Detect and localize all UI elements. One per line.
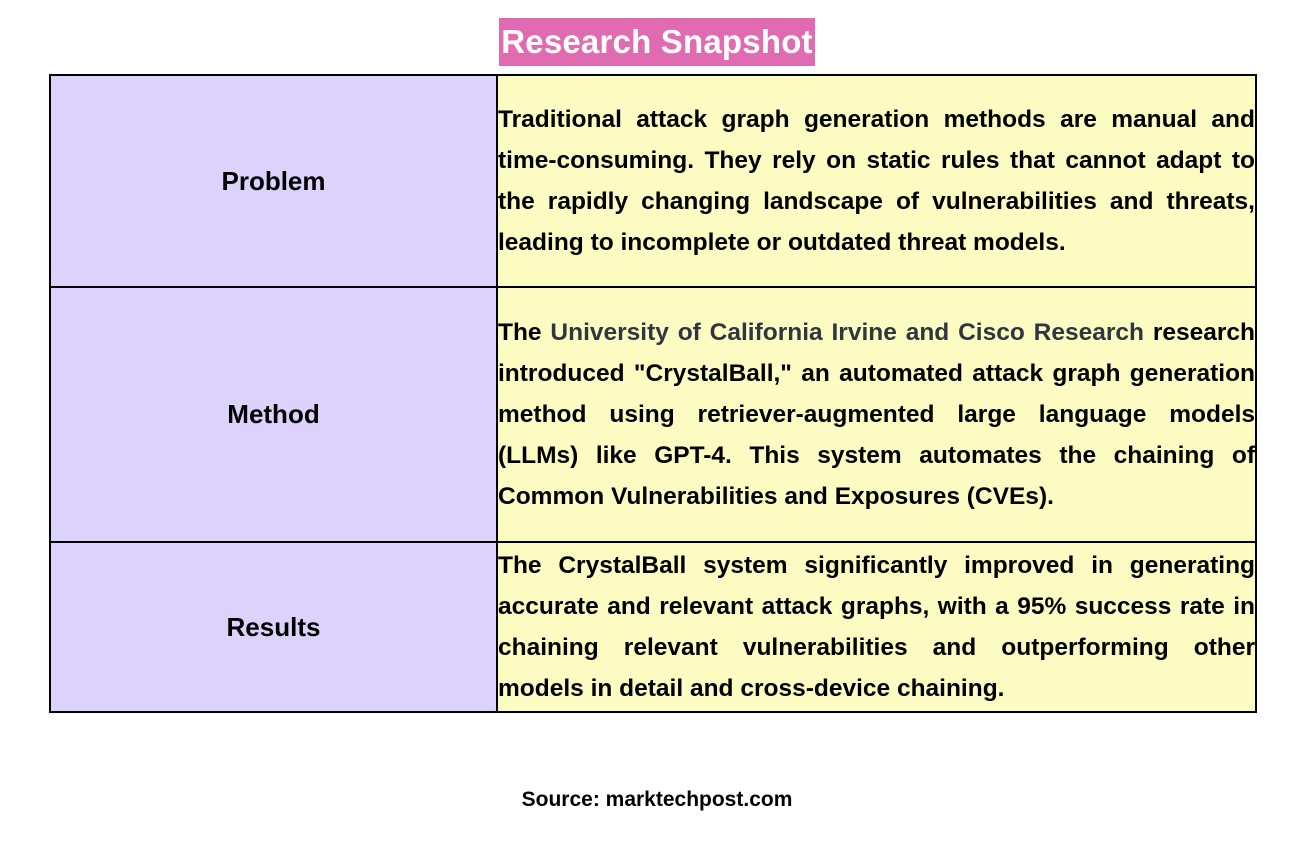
row-text-results: The CrystalBall system significantly improved in generating accurate and relevant attack graphs, with a 95% success rate in chaining relevant vulnerabilities and outperforming other models in detail and cross-device chaining. xyxy=(497,542,1256,712)
organization-name: University of California Irvine and Cisco Research xyxy=(550,319,1144,346)
row-text-problem: Traditional attack graph generation methods are manual and time-consuming. They rely on static rules that cannot adapt to the rapidly changing landscape of vulnerabilities and threats, leading to incomplete or outdated threat models. xyxy=(497,75,1256,287)
row-label-problem: Problem xyxy=(50,75,497,287)
row-text-method xyxy=(497,287,1256,542)
table-row-results xyxy=(50,542,1256,712)
source-credit: Source: marktechpost.com xyxy=(521,788,793,811)
snapshot-table xyxy=(49,74,1257,713)
title-container xyxy=(0,18,1314,66)
page-title: Research Snapshot xyxy=(499,18,815,66)
method-text-after: research introduced "CrystalBall," an automated attack graph generation method using retriever-augmented large language models (LLMs) like GPT-4. This system automates the chaining of Common Vulnerabilities and Exposures (CVEs). xyxy=(498,319,1255,510)
table-row-problem xyxy=(50,75,1256,287)
method-text-before: The xyxy=(498,319,551,346)
table-row-method xyxy=(50,287,1256,542)
row-label-method: Method xyxy=(50,287,497,542)
row-label-results: Results xyxy=(50,542,497,712)
